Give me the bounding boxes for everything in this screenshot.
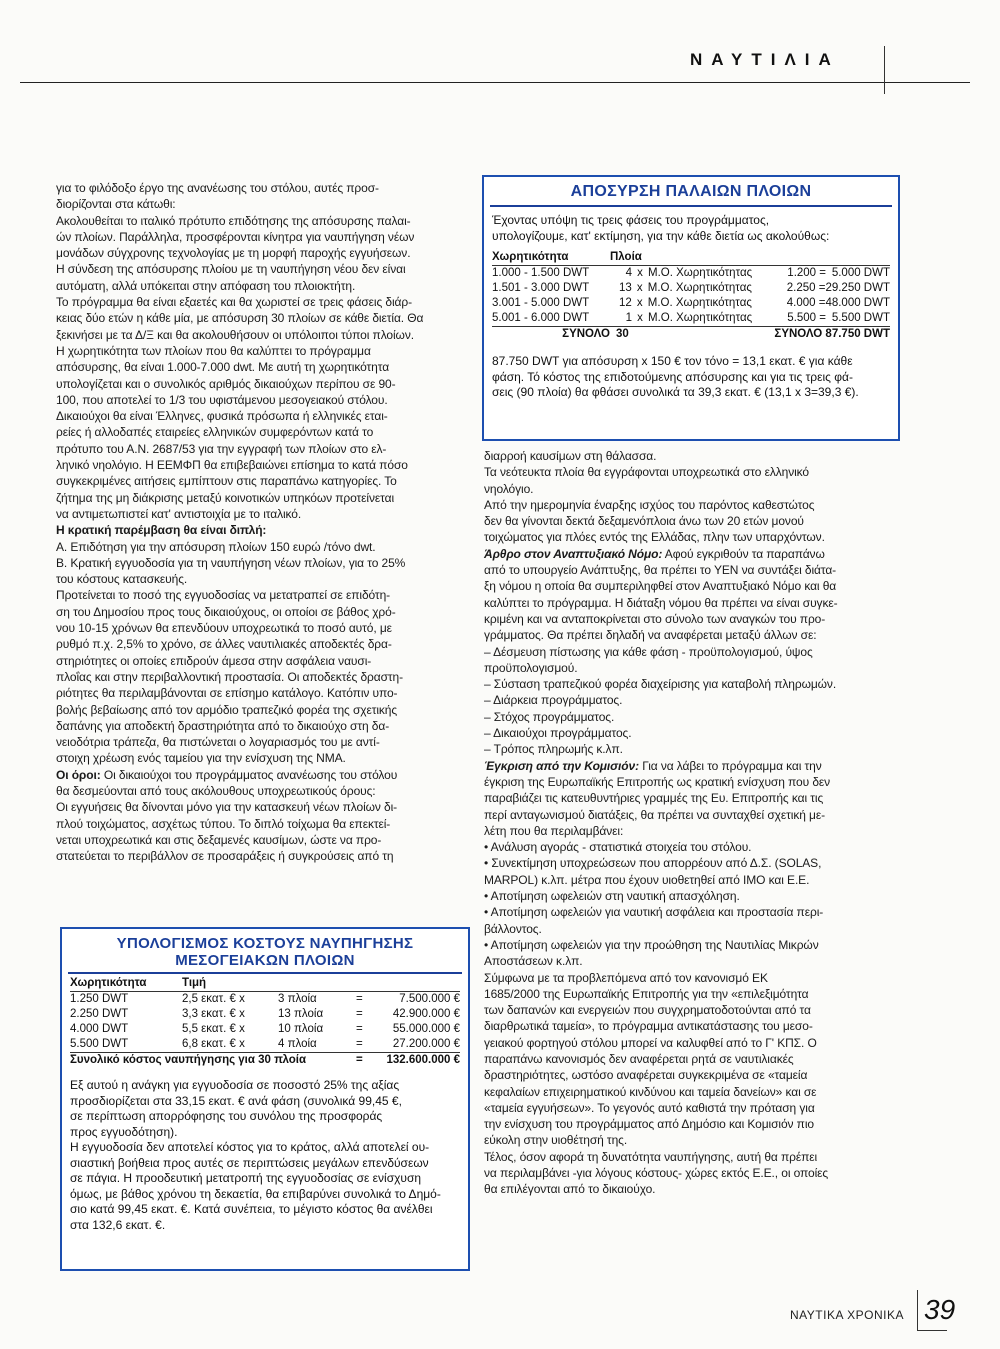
cost-price: 6,8 εκατ. € x xyxy=(182,1038,245,1050)
line-text: βάλλοντος. xyxy=(484,921,542,936)
page-number: 39 xyxy=(924,1294,956,1325)
line-text: θα δεσμεύονται από τους ακόλουθους υποχρεωτικούς όρους: xyxy=(56,783,376,798)
text-line xyxy=(484,497,904,513)
line-text: Οι δικαιούχοι του προγράμματος ανανέωσης του στόλου xyxy=(100,767,398,782)
text-line xyxy=(56,229,466,245)
line-text: • Αποτίμηση ωφελειών στη ναυτική απασχόληση. xyxy=(484,889,740,904)
footer-rule xyxy=(917,1330,947,1331)
line-text: γράμματος. Θα πρέπει δηλαδή να αναφέρεται μεταξύ άλλων σε: xyxy=(484,628,817,643)
cost-total: 42.900.000 € xyxy=(392,1008,460,1020)
text-line xyxy=(484,709,904,725)
text-line xyxy=(484,839,904,855)
section-header: ΝΑΥΤΙΛΙΑ xyxy=(690,50,840,69)
line-text: – Δικαιούχοι προγράμματος. xyxy=(484,726,632,741)
cost-text-line: Η εγγυοδοσία δεν αποτελεί κόστος για το κράτος, αλλά αποτελεί ου- xyxy=(70,1140,430,1154)
line-text: Για να λάβει το πρόγραμμα και την xyxy=(638,758,822,773)
line-text: • Συνεκτίμηση υποχρεώσεων που απορρέουν από Δ.Σ. (SOLAS, xyxy=(484,856,822,871)
text-line xyxy=(484,595,904,611)
cost-total: 7.500.000 € xyxy=(399,993,460,1005)
line-text: διαρθρωτικά ταμεία», το πρόγραμμα αντικατάστασης του μεσο- xyxy=(484,1019,813,1034)
cost-count: 4 πλοία xyxy=(278,1038,317,1050)
line-text: συγκεκριμένες αιτήσεις εμπίπτουν στις παραπάνω κατηγορίες. Το xyxy=(56,474,397,489)
text-line xyxy=(484,888,904,904)
line-text: «ταμεία εγγυήσεων». Το γεγονός αυτό καθιστά την πρόταση για xyxy=(484,1100,815,1115)
cost-count: 3 πλοία xyxy=(278,993,317,1005)
cost-sum-eq: = xyxy=(356,1054,363,1066)
text-line xyxy=(484,692,904,708)
cost-eq: = xyxy=(356,993,363,1005)
line-text: νου 10-15 χρόνων θα επενδύουν υποχρεωτικά το ποσό αυτό, με xyxy=(56,621,392,636)
text-line xyxy=(484,855,904,871)
cost-sum-label: Συνολικό κόστος ναυπήγησης για 30 πλοία xyxy=(70,1054,307,1066)
footer-tick xyxy=(917,1290,918,1330)
disposal-range: 1.501 - 3.000 DWT xyxy=(492,282,590,294)
text-line xyxy=(56,327,466,343)
text-line xyxy=(484,921,904,937)
line-text: την ενίσχυση του προγράμματος από Δημόσιο και Κομισιόν πιο xyxy=(484,1117,814,1132)
disposal-x: x xyxy=(636,282,643,294)
disposal-desc: Μ.Ο. Χωρητικότητας xyxy=(647,282,752,294)
cost-row xyxy=(70,992,460,1007)
disposal-outro-line: σεις (90 πλοία) θα φθάσει συνολικά τα 39,3 εκατ. € (13,1 x 3=39,3 €). xyxy=(492,385,859,399)
disposal-row xyxy=(492,266,890,281)
text-line xyxy=(56,343,466,359)
disposal-desc: Μ.Ο. Χωρητικότητας xyxy=(648,312,753,324)
cost-box-title-line2: ΜΕΣΟΓΕΙΑΚΩΝ ΠΛΟΙΩΝ xyxy=(175,952,355,969)
line-text: • Αποτίμηση ωφελειών για ναυτική ασφάλεια και προστασία περι- xyxy=(484,905,824,920)
line-text: προϋπολογισμού. xyxy=(484,660,578,675)
text-line xyxy=(484,741,904,757)
line-text: Τα νεότευκτα πλοία θα εγγράφονται υποχρεωτικά στο ελληνικό xyxy=(484,465,809,480)
text-line xyxy=(56,392,466,408)
text-line xyxy=(56,213,466,229)
text-line xyxy=(484,1116,904,1132)
text-line xyxy=(56,196,466,212)
line-text: Το πρόγραμμα θα είναι εξαετές και θα χωριστεί σε τρεις φάσεις διάρ- xyxy=(56,295,412,310)
line-text: θα επιλέγονται από το δικαιούχο. xyxy=(484,1182,656,1197)
line-text: τοιχώματος για πλόες εντός της Ελλάδας, πλην των υπαρχόντων. xyxy=(484,530,825,545)
disposal-sum-row xyxy=(492,326,890,342)
line-text: 100, που αποτελεί το 1/3 του υφιστάμενου μεσογειακού στόλου. xyxy=(56,392,388,407)
text-line xyxy=(484,660,904,676)
cost-sum-total: 132.600.000 € xyxy=(386,1054,460,1066)
text-line xyxy=(484,481,904,497)
line-text: • Ανάλυση αγοράς - στατιστικά στοιχεία του στόλου. xyxy=(484,840,752,855)
line-text: – Δέσμευση πίστωσης για κάθε φάση - προϋπολογισμού, ύψος xyxy=(484,644,813,659)
disposal-calc: 5.500 = xyxy=(787,312,826,324)
text-line xyxy=(484,578,904,594)
cost-table-rows xyxy=(70,992,460,1052)
text-line xyxy=(56,310,466,326)
text-line xyxy=(484,904,904,920)
disposal-intro-line: Έχοντας υπόψη τις τρεις φάσεις του προγράμματος, xyxy=(492,213,770,227)
text-line xyxy=(56,408,466,424)
text-line xyxy=(484,1018,904,1034)
line-text: απόσυρσης, θα είναι 1.000-7.000 dwt. Με αυτή τη χωρητικότητα xyxy=(56,360,390,375)
cost-count: 10 πλοία xyxy=(278,1023,324,1035)
line-text: για το φιλόδοξο έργο της ανανέωσης του στόλου, αυτές προσ- xyxy=(56,181,379,195)
cost-text-line: σε περίπτωση απορρόφησης του συνόλου της προσφοράς xyxy=(70,1109,383,1123)
disposal-row xyxy=(492,296,890,311)
line-text: – Τρόπος πληρωμής κ.λπ. xyxy=(484,742,623,757)
line-text: • Αποτίμηση ωφελειών για την προώθηση της Ναυτιλίας Μικρών xyxy=(484,937,819,952)
text-line xyxy=(56,685,466,701)
line-text: Αποστάσεων κ.λπ. xyxy=(484,954,583,969)
text-line xyxy=(56,571,466,587)
disposal-table-header xyxy=(492,250,890,266)
disposal-total: 5.500 DWT xyxy=(831,312,890,324)
line-text: του κόστους κατασκευής. xyxy=(56,572,188,587)
cost-total: 27.200.000 € xyxy=(392,1038,460,1050)
disposal-total: 29.250 DWT xyxy=(825,282,890,294)
text-line xyxy=(56,506,466,522)
line-text: – Σύσταση τραπεζικού φορέα διαχείρισης για καταβολή πληρωμών. xyxy=(484,677,837,692)
line-text: υπολογίζεται και ο συνολικός αριθμός δικαιούχων περίπου σε 90- xyxy=(56,376,396,391)
text-line xyxy=(484,758,904,774)
line-text: παραβιάζει τις κατευθυντήριες γραμμές της Ευ. Επιτροπής και τις xyxy=(484,791,824,806)
line-text: κειας δύο ετών η κάθε μία, με απόσυρση 30 πλοίων σε κάθε διετία. Θα xyxy=(56,311,424,326)
text-line xyxy=(484,1067,904,1083)
text-line xyxy=(484,774,904,790)
line-text: εύκολη στην υιοθέτησή της. xyxy=(484,1133,628,1148)
line-text: Οι εγγυήσεις θα δίνονται μόνο για την κατασκευή νέων πλοίων δι- xyxy=(56,800,398,815)
line-text: νειοδότρια τράπεζα, θα πιστώνεται ο λογαριασμός του με αντί- xyxy=(56,735,380,750)
disposal-range: 3.001 - 5.000 DWT xyxy=(492,297,590,309)
cost-count: 13 πλοία xyxy=(278,1008,324,1020)
text-line xyxy=(484,1132,904,1148)
line-text: να αντιμετωπιστεί κατ' αντιστοιχία με το ιταλικό. xyxy=(56,506,302,521)
line-text: στατεύεται το περιβάλλον σε προσαράξεις ή συγκρούσεις από τη xyxy=(56,849,394,864)
bold-lead: Η κρατική παρέμβαση θα είναι διπλή: xyxy=(56,523,267,538)
line-text: παραπάνω κανονισμός δεν αναφέρεται ρητά σε ναυτιλιακές xyxy=(484,1051,794,1066)
line-text: στηριότητες οι οποίες επιδρούν άμεσα στην ασφάλεια ναυσι- xyxy=(56,653,372,668)
line-text: διορίζονται στα κάτωθι: xyxy=(56,197,176,212)
bold-italic-lead: Άρθρο στον Αναπτυξιακό Νόμο: xyxy=(484,546,663,561)
text-line xyxy=(56,767,466,783)
cost-text-line: σιαστική βοήθεια προς αυτές σε περιπτώσεις μεγάλων επενδύσεων xyxy=(70,1155,429,1170)
text-line xyxy=(56,604,466,620)
cost-box xyxy=(60,927,470,1271)
line-text: κριμένη και να ανταποκρίνεται στο σύνολο των αναγκών του προ- xyxy=(484,611,826,626)
text-line xyxy=(56,653,466,669)
text-line xyxy=(56,702,466,718)
line-text: Αφού εγκριθούν τα παραπάνω xyxy=(662,546,825,561)
cost-table-header xyxy=(70,976,460,992)
line-text: λέτη που θα περιλαμβάνει: xyxy=(484,823,624,838)
line-text: βολής βεβαίωσης από τον αρμόδιο τραπεζικό φορέα της σχετικής xyxy=(56,702,398,717)
disposal-count: 4 xyxy=(625,267,632,279)
text-line xyxy=(484,464,904,480)
line-text: γειακού φορτηγού στόλου μπορεί να καλυφθεί από το Γ' ΚΠΣ. Ο xyxy=(484,1035,817,1050)
line-text: στοιχη χρέωση ενός ταμείου για την ενίσχυση της ΝΜΑ. xyxy=(56,751,346,766)
text-line xyxy=(56,718,466,734)
disposal-outro-line: 87.750 DWT για απόσυρση x 150 € τον τόνο = 13,1 εκατ. € για κάθε xyxy=(492,354,853,368)
text-line xyxy=(484,1149,904,1165)
disposal-calc: 4.000 = xyxy=(786,297,826,309)
line-text: των δαπανών και ενεργειών που συγχρηματοδοτούνται από τα xyxy=(484,1003,811,1018)
line-text: Προτείνεται το ποσό της εγγυοδοσίας να μετατραπεί σε επιδότη- xyxy=(56,588,391,603)
line-text: ρείες ή αλλοδαπές εταιρείες ελληνικών συμφερόντων κατά το xyxy=(56,425,374,440)
text-line xyxy=(484,448,904,464)
cost-dwt: 2.250 DWT xyxy=(70,1008,129,1020)
line-text: ξεκινήσει με τα Δ/Ξ και θα ακολουθήσουν οι υπόλοιποι τύποι πλοίων. xyxy=(56,327,414,342)
text-line xyxy=(484,1084,904,1100)
line-text: να περιλαμβάνει -για λόγους κόστους- χώρες εκτός Ε.Ε., οι οποίες xyxy=(484,1166,829,1181)
right-column xyxy=(484,448,904,1198)
line-text: Δικαιούχοι θα είναι Έλληνες, φυσικά πρόσωπα ή ελληνικές εται- xyxy=(56,409,388,424)
disposal-count: 1 xyxy=(625,312,632,324)
disposal-count: 13 xyxy=(618,282,632,294)
top-rule xyxy=(20,82,970,83)
bold-italic-lead: Έγκριση από την Κομισιόν: xyxy=(484,758,639,773)
disposal-row xyxy=(492,281,890,296)
disposal-intro-line: υπολογίζουμε, κατ' εκτίμηση, για την κάθε διετία ως ακολούθως: xyxy=(492,228,830,243)
text-line xyxy=(56,180,466,196)
text-line xyxy=(484,970,904,986)
line-text: δεν θα γίνονται δεκτά δεξαμενόπλοια άνω των 20 ετών μονού xyxy=(484,514,804,529)
line-text: Η σύνδεση της απόσυρσης πλοίου με τη ναυπήγηση νέου δεν είναι xyxy=(56,262,406,277)
disposal-header-capacity: Χωρητικότητα xyxy=(492,251,569,263)
line-text: ζήτημα της μη διάκρισης μεταξύ κοινοτικών υπηκόων προτείνεται xyxy=(56,490,395,505)
cost-text-line: Εξ αυτού η ανάγκη για εγγυοδοσία σε ποσοστό 25% της αξίας xyxy=(70,1078,400,1092)
text-line xyxy=(484,725,904,741)
text-line xyxy=(56,457,466,473)
disposal-table-rows xyxy=(492,266,890,326)
text-line xyxy=(56,555,466,571)
text-line xyxy=(484,644,904,660)
disposal-calc: 1.200 = xyxy=(787,267,826,279)
text-line xyxy=(56,539,466,555)
cost-total: 55.000.000 € xyxy=(392,1023,460,1035)
line-text: ξη νόμου η οποία θα συμπεριληφθεί στον Αναπτυξιακό Νόμο και θα xyxy=(484,579,837,594)
text-line xyxy=(484,513,904,529)
text-line xyxy=(484,676,904,692)
line-text: Σύμφωνα με τα προβλεπόμενα από τον κανονισμό ΕΚ xyxy=(484,970,768,985)
disposal-box-title: ΑΠΟΣΥΡΣΗ ΠΑΛΑΙΩΝ ΠΛΟΙΩΝ xyxy=(570,183,812,200)
disposal-x: x xyxy=(637,312,643,324)
text-line xyxy=(56,636,466,652)
text-line xyxy=(484,562,904,578)
text-line xyxy=(56,490,466,506)
cost-box-title-line1: ΥΠΟΛΟΓΙΣΜΟΣ ΚΟΣΤΟΥΣ ΝΑΥΠΗΓΗΣΗΣ xyxy=(116,935,414,952)
cost-row xyxy=(70,1007,460,1022)
line-text: αυτόματη, αλλά υπόκειται στην απόφαση του πλοιοκτήτη. xyxy=(56,278,356,293)
disposal-desc: Μ.Ο. Χωρητικότητας xyxy=(648,267,753,279)
disposal-range: 1.000 - 1.500 DWT xyxy=(492,267,590,279)
cost-row xyxy=(70,1022,460,1037)
disposal-sum-label: ΣΥΝΟΛΟ xyxy=(562,328,610,340)
text-line xyxy=(484,937,904,953)
disposal-row xyxy=(492,311,890,326)
line-text: ληνικό νηολόγιο. Η ΕΕΜΦΠ θα επιβεβαιώνει επίσημα το κατά πόσο xyxy=(56,458,408,473)
disposal-count: 12 xyxy=(618,297,632,309)
cost-box-text xyxy=(70,1078,460,1233)
line-text: δαπάνης για αποδεκτή δραστηριότητα από το δικαιούχο στη δα- xyxy=(56,718,390,733)
line-text: πλοΐας και στην περιβαλλοντική προστασία. Οι αποδεκτές δραστη- xyxy=(56,669,404,684)
text-line xyxy=(56,750,466,766)
cost-header-price: Τιμή xyxy=(182,977,207,989)
text-line xyxy=(484,1035,904,1051)
disposal-sum-total: ΣΥΝΟΛΟ 87.750 DWT xyxy=(774,328,890,340)
line-text: Η χωρητικότητα των πλοίων που θα καλύπτει το πρόγραμμα xyxy=(56,343,371,358)
text-line xyxy=(484,790,904,806)
cost-text-line: στα 132,6 εκατ. €. xyxy=(70,1217,166,1232)
line-text: από το υπουργείο Ανάπτυξης, θα πρέπει το ΥΕΝ να συντάξει διάτα- xyxy=(484,563,837,578)
cost-eq: = xyxy=(356,1038,363,1050)
disposal-total: 48.000 DWT xyxy=(825,297,890,309)
text-line xyxy=(484,807,904,823)
line-text: – Στόχος προγράμματος. xyxy=(484,709,615,724)
text-line xyxy=(484,986,904,1002)
text-line xyxy=(484,1002,904,1018)
line-text: ριότητες θα περιλαμβάνονται σε επίσημο κατάλογο. Κατόπιν υπο- xyxy=(56,686,398,701)
text-line xyxy=(484,529,904,545)
line-text: νεται υποχρεωτικά και στις δεξαμενές καυσίμων, ώστε να προ- xyxy=(56,832,382,847)
cost-text-line: προσδιορίζεται στα 33,15 εκατ. € ανά φάση (συνολικά 99,45 €, xyxy=(70,1093,402,1108)
text-line xyxy=(56,620,466,636)
cost-text-line: σε πάγια. Η προοδευτική μετατροπή της εγγυοδοσίας σε ενίσχυση xyxy=(70,1171,422,1185)
line-text: πλού τοιχώματος, ασχέτως τύπου. Το διπλό τοίχωμα θα επεκτεί- xyxy=(56,816,391,831)
cost-eq: = xyxy=(356,1023,363,1035)
text-line xyxy=(56,376,466,392)
disposal-sum-ships: 30 xyxy=(616,328,629,340)
text-line xyxy=(56,669,466,685)
text-line xyxy=(484,1100,904,1116)
line-text: ρυθμό π.χ. 2,5% το χρόνο, σε άλλες ναυτιλιακές αποδεκτές δρα- xyxy=(56,637,392,652)
cost-eq: = xyxy=(356,1008,363,1020)
disposal-range: 5.001 - 6.000 DWT xyxy=(492,312,590,324)
text-line xyxy=(56,816,466,832)
disposal-x: x xyxy=(637,267,643,279)
text-line xyxy=(56,441,466,457)
text-line xyxy=(484,611,904,627)
cost-dwt: 5.500 DWT xyxy=(70,1038,129,1050)
footer-magazine: ΝΑΥΤΙΚΑ ΧΡΟΝΙΚΑ xyxy=(790,1308,904,1322)
line-text: Ακολουθείται το ιταλικό πρότυπο επιδότησης της απόσυρσης παλαι- xyxy=(56,213,411,228)
text-line xyxy=(484,627,904,643)
text-line xyxy=(484,546,904,562)
disposal-total: 5.000 DWT xyxy=(831,267,890,279)
cost-row xyxy=(70,1037,460,1052)
line-text: Α. Επιδότηση για την απόσυρση πλοίων 150 ευρώ /τόνο dwt. xyxy=(56,539,376,554)
text-line xyxy=(484,1051,904,1067)
text-line xyxy=(56,359,466,375)
cost-dwt: 1.250 DWT xyxy=(70,993,129,1005)
text-line xyxy=(484,823,904,839)
text-line xyxy=(56,783,466,799)
text-line xyxy=(56,261,466,277)
cost-price: 2,5 εκατ. € x xyxy=(182,993,245,1005)
text-line xyxy=(484,953,904,969)
text-line xyxy=(56,245,466,261)
line-text: ση του Δημοσίου προς τους δικαιούχους, οι οποίοι σε βάθος χρό- xyxy=(56,604,396,619)
disposal-desc: Μ.Ο. Χωρητικότητας xyxy=(647,297,752,309)
text-line xyxy=(56,848,466,864)
line-text: πρότυπο του Α.Ν. 2687/53 για την εγγραφή των πλοίων στο ελ- xyxy=(56,441,387,456)
line-text: – Διάρκεια προγράμματος. xyxy=(484,693,623,708)
line-text: κεφαλαίων επιχειρηματικού κινδύνου και ταμεία δανείων» και σε xyxy=(484,1084,817,1099)
text-line xyxy=(484,1181,904,1197)
disposal-calc: 2.250 = xyxy=(786,282,826,294)
cost-text-line: όμως, με βάθος χρόνου τη δεκαετία, θα επιβαρύνει συνολικά το Δημό- xyxy=(70,1186,441,1201)
text-line xyxy=(484,1165,904,1181)
cost-text-line: σιο κατά 99,45 εκατ. €. Κατά συνέπεια, το μέγιστο κόστος θα ανέλθει xyxy=(70,1202,433,1216)
cost-text-line: προς εγγυοδότηση). xyxy=(70,1124,178,1139)
line-text: νηολόγιο. xyxy=(484,481,534,496)
top-tick xyxy=(884,46,885,94)
cost-dwt: 4.000 DWT xyxy=(70,1023,129,1035)
text-line xyxy=(56,587,466,603)
line-text: Από την ημερομηνία έναρξης ισχύος του παρόντος καθεστώτος xyxy=(484,497,815,512)
line-text: δραστηριότητες, ωστόσο αναφέρεται συγκεκριμένα σε «ταμεία xyxy=(484,1068,808,1083)
line-text: διαρροή καυσίμων στη θάλασσα. xyxy=(484,449,657,463)
line-text: Τέλος, όσον αφορά τη δυνατότητα ναυπήγησης, αυτή θα πρέπει xyxy=(484,1149,818,1164)
line-text: ών πλοίων. Παράλληλα, προσφέρονται κίνητρα για ναυπήγηση νέων xyxy=(56,229,415,244)
line-text: περί ανταγωνισμού διατάξεις, θα πρέπει να συνταχθεί σχετική με- xyxy=(484,807,825,822)
line-text: Β. Κρατική εγγυοδοσία για τη ναυπήγηση νέων πλοίων, για το 25% xyxy=(56,555,406,570)
cost-sum-row xyxy=(70,1052,460,1068)
line-text: MARPOL) κ.λπ. μέτρα που έχουν υιοθετηθεί από ΙΜΟ και Ε.Ε. xyxy=(484,872,810,887)
bold-lead: Οι όροι: xyxy=(56,767,101,782)
line-text: έγκριση της Ευρωπαϊκής Επιτροπής ως κρατική ενίσχυση που δεν xyxy=(484,774,831,789)
left-column xyxy=(56,180,466,864)
text-line xyxy=(56,473,466,489)
text-line xyxy=(484,872,904,888)
disposal-x: x xyxy=(636,297,643,309)
disposal-outro-line: φάση. Τό κόστος της επιδοτούμενης απόσυρσης και για τις τρεις φά- xyxy=(492,369,853,384)
text-line xyxy=(56,799,466,815)
line-text: 1685/2000 της Ευρωπαϊκής Επιτροπής για την «επιλεξιμότητα xyxy=(484,986,809,1001)
disposal-box xyxy=(482,175,900,441)
cost-price: 5,5 εκατ. € x xyxy=(182,1023,245,1035)
text-line xyxy=(56,734,466,750)
text-line xyxy=(56,294,466,310)
disposal-header-ships: Πλοία xyxy=(610,251,642,263)
text-line xyxy=(56,278,466,294)
line-text: μονάδων σύγχρονης τεχνολογίας με τη μορφή παροχής εγγυήσεων. xyxy=(56,246,411,261)
text-line xyxy=(56,522,466,538)
cost-header-capacity: Χωρητικότητα xyxy=(70,977,147,989)
cost-price: 3,3 εκατ. € x xyxy=(182,1008,245,1020)
text-line xyxy=(56,832,466,848)
line-text: καλύπτει το πρόγραμμα. Η διάταξη νόμου θα πρέπει να είναι συγκε- xyxy=(484,595,838,610)
text-line xyxy=(56,424,466,440)
